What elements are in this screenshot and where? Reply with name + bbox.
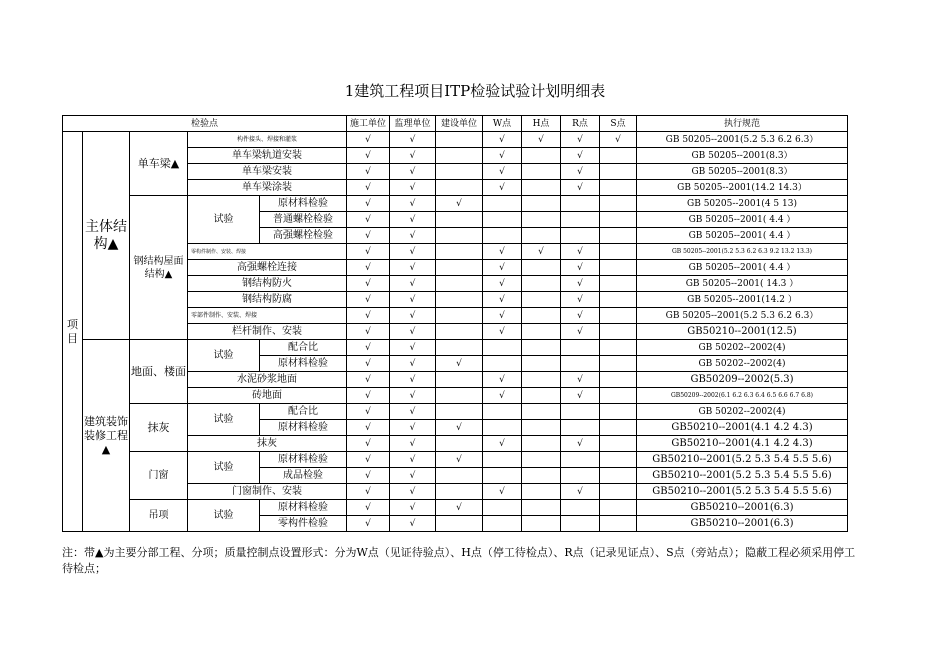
empty-cell (561, 468, 600, 484)
check-mark: √ (436, 452, 483, 468)
empty-cell (600, 404, 637, 420)
empty-cell (483, 340, 522, 356)
empty-cell (483, 196, 522, 212)
standard-cell: GB 50202--2002(4) (637, 340, 848, 356)
check-mark: √ (390, 196, 436, 212)
check-mark: √ (561, 260, 600, 276)
empty-cell (436, 132, 483, 148)
footnote: 注：带▲为主要分部工程、分项；质量控制点设置形式：分为W点（见证待验点）、H点（停工待检点）、R点（记录见证点）、S点（旁站点）；隐蔽工程必须采用停工待检点； (62, 546, 856, 575)
empty-cell (561, 420, 600, 436)
check-mark: √ (390, 420, 436, 436)
header-standard: 执行规范 (637, 116, 848, 132)
header-h: H点 (522, 116, 561, 132)
check-mark: √ (390, 388, 436, 404)
check-mark: √ (347, 276, 390, 292)
check-mark: √ (390, 436, 436, 452)
check-mark: √ (347, 212, 390, 228)
item-cell: 单车梁涂装 (188, 180, 347, 196)
header-r: R点 (561, 116, 600, 132)
table-row (63, 404, 848, 420)
check-mark: √ (561, 164, 600, 180)
empty-cell (561, 212, 600, 228)
standard-cell: GB 50205--2001(14.2 ） (637, 292, 848, 308)
check-mark: √ (561, 308, 600, 324)
check-mark: √ (347, 500, 390, 516)
check-mark: √ (390, 500, 436, 516)
floor-label: 地面、楼面 (130, 340, 188, 404)
standard-cell: GB 50202--2002(4) (637, 404, 848, 420)
empty-cell (436, 228, 483, 244)
empty-cell (600, 148, 637, 164)
empty-cell (483, 356, 522, 372)
check-mark: √ (436, 196, 483, 212)
check-mark: √ (436, 356, 483, 372)
empty-cell (600, 452, 637, 468)
standard-cell: GB 50205--2001( 4.4 ） (637, 228, 848, 244)
item-cell: 原材料检验 (260, 420, 347, 436)
main-structure-label: 主体结构▲ (83, 132, 130, 340)
item-cell: 零部件制作、安装、焊接 (188, 308, 347, 324)
header-inspection-point: 检验点 (63, 116, 347, 132)
empty-cell (436, 148, 483, 164)
test-label: 试验 (188, 452, 260, 484)
empty-cell (600, 468, 637, 484)
standard-cell: GB50210--2001(5.2 5.3 5.4 5.5 5.6) (637, 452, 848, 468)
empty-cell (600, 244, 637, 260)
header-owner: 建设单位 (436, 116, 483, 132)
empty-cell (600, 292, 637, 308)
standard-cell: GB50210--2001(12.5) (637, 324, 848, 340)
window-label: 门窗 (130, 452, 188, 500)
standard-cell: GB50210--2001(6.3) (637, 500, 848, 516)
check-mark: √ (561, 436, 600, 452)
empty-cell (436, 308, 483, 324)
empty-cell (600, 516, 637, 532)
standard-cell: GB 50205--2001( 4.4 ） (637, 260, 848, 276)
empty-cell (600, 372, 637, 388)
check-mark: √ (483, 388, 522, 404)
empty-cell (600, 340, 637, 356)
check-mark: √ (390, 356, 436, 372)
empty-cell (436, 276, 483, 292)
test-label: 试验 (188, 340, 260, 372)
check-mark: √ (561, 372, 600, 388)
empty-cell (483, 420, 522, 436)
check-mark: √ (347, 484, 390, 500)
header-constructor: 施工单位 (347, 116, 390, 132)
check-mark: √ (436, 500, 483, 516)
check-mark: √ (390, 244, 436, 260)
empty-cell (600, 500, 637, 516)
empty-cell (600, 260, 637, 276)
standard-cell: GB50210--2001(4.1 4.2 4.3) (637, 420, 848, 436)
empty-cell (600, 484, 637, 500)
empty-cell (483, 516, 522, 532)
table-row (63, 132, 848, 148)
empty-cell (522, 164, 561, 180)
check-mark: √ (390, 228, 436, 244)
crane-beam-label: 单车梁▲ (130, 132, 188, 196)
empty-cell (522, 308, 561, 324)
check-mark: √ (561, 324, 600, 340)
item-cell: 砖地面 (188, 388, 347, 404)
check-mark: √ (347, 404, 390, 420)
check-mark: √ (390, 372, 436, 388)
item-cell: 高强螺栓检验 (260, 228, 347, 244)
check-mark: √ (561, 388, 600, 404)
item-cell: 栏杆制作、安装 (188, 324, 347, 340)
check-mark: √ (347, 308, 390, 324)
empty-cell (522, 468, 561, 484)
empty-cell (483, 404, 522, 420)
item-cell: 配合比 (260, 340, 347, 356)
header-supervisor: 监理单位 (390, 116, 436, 132)
item-cell: 原材料检验 (260, 196, 347, 212)
check-mark: √ (390, 484, 436, 500)
test-label: 试验 (188, 500, 260, 532)
standard-cell: GB50210--2001(5.2 5.3 5.4 5.5 5.6) (637, 484, 848, 500)
page-title: 1建筑工程项目ITP检验试验计划明细表 (344, 82, 606, 100)
table-row (63, 452, 848, 468)
item-cell: 零构件制作、安装、焊接 (188, 244, 347, 260)
table-header-row (63, 116, 848, 132)
empty-cell (600, 356, 637, 372)
check-mark: √ (483, 436, 522, 452)
empty-cell (436, 468, 483, 484)
empty-cell (600, 164, 637, 180)
check-mark: √ (347, 148, 390, 164)
item-cell: 钢结构防腐 (188, 292, 347, 308)
check-mark: √ (390, 324, 436, 340)
empty-cell (561, 356, 600, 372)
decoration-label: 建筑装饰装修工程▲ (83, 340, 130, 532)
check-mark: √ (347, 180, 390, 196)
empty-cell (436, 292, 483, 308)
check-mark: √ (347, 372, 390, 388)
empty-cell (522, 180, 561, 196)
standard-cell: GB 50202--2002(4) (637, 356, 848, 372)
check-mark: √ (483, 308, 522, 324)
check-mark: √ (390, 180, 436, 196)
empty-cell (522, 500, 561, 516)
empty-cell (600, 180, 637, 196)
check-mark: √ (390, 516, 436, 532)
check-mark: √ (483, 164, 522, 180)
empty-cell (561, 404, 600, 420)
empty-cell (522, 212, 561, 228)
empty-cell (600, 420, 637, 436)
project-label: 项目 (63, 132, 83, 532)
item-cell: 单车梁安装 (188, 164, 347, 180)
empty-cell (522, 404, 561, 420)
standard-cell: GB 50205--2001(5.2 5.3 6.2 6.3） (637, 308, 848, 324)
standard-cell: GB 50205--2001( 14.3 ） (637, 276, 848, 292)
check-mark: √ (436, 420, 483, 436)
item-cell: 门窗制作、安装 (188, 484, 347, 500)
item-cell: 原材料检验 (260, 356, 347, 372)
item-cell: 原材料检验 (260, 452, 347, 468)
check-mark: √ (390, 292, 436, 308)
standard-cell: GB 50205--2001(4 5 13) (637, 196, 848, 212)
table-row (63, 196, 848, 212)
empty-cell (600, 212, 637, 228)
empty-cell (436, 484, 483, 500)
item-cell: 配合比 (260, 404, 347, 420)
item-cell: 普通螺栓检验 (260, 212, 347, 228)
empty-cell (483, 212, 522, 228)
check-mark: √ (347, 452, 390, 468)
check-mark: √ (483, 148, 522, 164)
empty-cell (436, 340, 483, 356)
check-mark: √ (561, 292, 600, 308)
empty-cell (436, 180, 483, 196)
empty-cell (561, 196, 600, 212)
steel-roof-label: 钢结构屋面结构▲ (130, 196, 188, 340)
empty-cell (522, 260, 561, 276)
standard-cell: GB50210--2001(4.1 4.2 4.3) (637, 436, 848, 452)
empty-cell (561, 228, 600, 244)
check-mark: √ (347, 292, 390, 308)
check-mark: √ (561, 244, 600, 260)
check-mark: √ (347, 196, 390, 212)
empty-cell (600, 196, 637, 212)
empty-cell (436, 436, 483, 452)
standard-cell: GB 50205--2001( 4.4 ） (637, 212, 848, 228)
empty-cell (522, 372, 561, 388)
check-mark: √ (483, 372, 522, 388)
test-label: 试验 (188, 404, 260, 436)
check-mark: √ (347, 340, 390, 356)
empty-cell (522, 436, 561, 452)
check-mark: √ (483, 324, 522, 340)
check-mark: √ (483, 180, 522, 196)
check-mark: √ (600, 132, 637, 148)
check-mark: √ (561, 132, 600, 148)
empty-cell (600, 276, 637, 292)
check-mark: √ (561, 276, 600, 292)
check-mark: √ (390, 404, 436, 420)
check-mark: √ (347, 260, 390, 276)
empty-cell (436, 388, 483, 404)
standard-cell: GB 50205--2001(8.3） (637, 148, 848, 164)
test-label: 试验 (188, 196, 260, 244)
check-mark: √ (390, 148, 436, 164)
ceiling-label: 吊项 (130, 500, 188, 532)
empty-cell (436, 404, 483, 420)
check-mark: √ (390, 132, 436, 148)
check-mark: √ (483, 260, 522, 276)
table-row (63, 500, 848, 516)
check-mark: √ (347, 324, 390, 340)
empty-cell (522, 484, 561, 500)
standard-cell: GB50209--2002(6.1 6.2 6.3 6.4 6.5 6.6 6.7 6.8) (637, 388, 848, 404)
check-mark: √ (483, 244, 522, 260)
plaster-label: 抹灰 (130, 404, 188, 452)
empty-cell (561, 500, 600, 516)
check-mark: √ (347, 388, 390, 404)
empty-cell (436, 244, 483, 260)
check-mark: √ (561, 484, 600, 500)
check-mark: √ (347, 132, 390, 148)
check-mark: √ (347, 164, 390, 180)
empty-cell (600, 324, 637, 340)
empty-cell (483, 228, 522, 244)
item-cell: 抹灰 (188, 436, 347, 452)
check-mark: √ (522, 132, 561, 148)
check-mark: √ (347, 468, 390, 484)
item-cell: 成品检验 (260, 468, 347, 484)
empty-cell (600, 388, 637, 404)
empty-cell (600, 228, 637, 244)
standard-cell: GB 50205--2001(8.3） (637, 164, 848, 180)
empty-cell (483, 452, 522, 468)
check-mark: √ (483, 292, 522, 308)
check-mark: √ (390, 468, 436, 484)
empty-cell (522, 388, 561, 404)
check-mark: √ (483, 276, 522, 292)
standard-cell: GB 50205--2001(5.2 5.3 6.2 6.3 9.2 13.2 13.3) (637, 244, 848, 260)
check-mark: √ (347, 228, 390, 244)
item-cell: 构件接头、焊接和灌浆 (188, 132, 347, 148)
standard-cell: GB 50205--2001(14.2 14.3） (637, 180, 848, 196)
empty-cell (522, 516, 561, 532)
check-mark: √ (561, 148, 600, 164)
item-cell: 水泥砂浆地面 (188, 372, 347, 388)
check-mark: √ (347, 516, 390, 532)
item-cell: 钢结构防火 (188, 276, 347, 292)
empty-cell (522, 356, 561, 372)
empty-cell (436, 164, 483, 180)
standard-cell: GB50210--2001(5.2 5.3 5.4 5.5 5.6) (637, 468, 848, 484)
check-mark: √ (347, 244, 390, 260)
item-cell: 原材料检验 (260, 500, 347, 516)
empty-cell (522, 340, 561, 356)
header-s: S点 (600, 116, 637, 132)
header-w: W点 (483, 116, 522, 132)
empty-cell (522, 148, 561, 164)
empty-cell (522, 452, 561, 468)
empty-cell (522, 196, 561, 212)
empty-cell (436, 324, 483, 340)
check-mark: √ (390, 308, 436, 324)
empty-cell (561, 516, 600, 532)
check-mark: √ (347, 420, 390, 436)
standard-cell: GB 50205--2001(5.2 5.3 6.2 6.3） (637, 132, 848, 148)
check-mark: √ (390, 340, 436, 356)
empty-cell (436, 372, 483, 388)
empty-cell (483, 468, 522, 484)
check-mark: √ (390, 452, 436, 468)
check-mark: √ (347, 436, 390, 452)
empty-cell (483, 500, 522, 516)
item-cell: 高强螺栓连接 (188, 260, 347, 276)
empty-cell (436, 212, 483, 228)
empty-cell (561, 452, 600, 468)
check-mark: √ (390, 260, 436, 276)
check-mark: √ (390, 276, 436, 292)
check-mark: √ (522, 244, 561, 260)
empty-cell (522, 324, 561, 340)
empty-cell (522, 228, 561, 244)
empty-cell (600, 308, 637, 324)
item-cell: 零构件检验 (260, 516, 347, 532)
check-mark: √ (347, 356, 390, 372)
check-mark: √ (390, 212, 436, 228)
empty-cell (436, 516, 483, 532)
itp-table (62, 115, 848, 532)
standard-cell: GB50210--2001(6.3) (637, 516, 848, 532)
check-mark: √ (483, 484, 522, 500)
item-cell: 单车梁轨道安装 (188, 148, 347, 164)
empty-cell (600, 436, 637, 452)
standard-cell: GB50209--2002(5.3) (637, 372, 848, 388)
empty-cell (522, 292, 561, 308)
check-mark: √ (483, 132, 522, 148)
empty-cell (522, 420, 561, 436)
check-mark: √ (561, 180, 600, 196)
table-row (63, 340, 848, 356)
empty-cell (522, 276, 561, 292)
empty-cell (561, 340, 600, 356)
empty-cell (436, 260, 483, 276)
check-mark: √ (390, 164, 436, 180)
